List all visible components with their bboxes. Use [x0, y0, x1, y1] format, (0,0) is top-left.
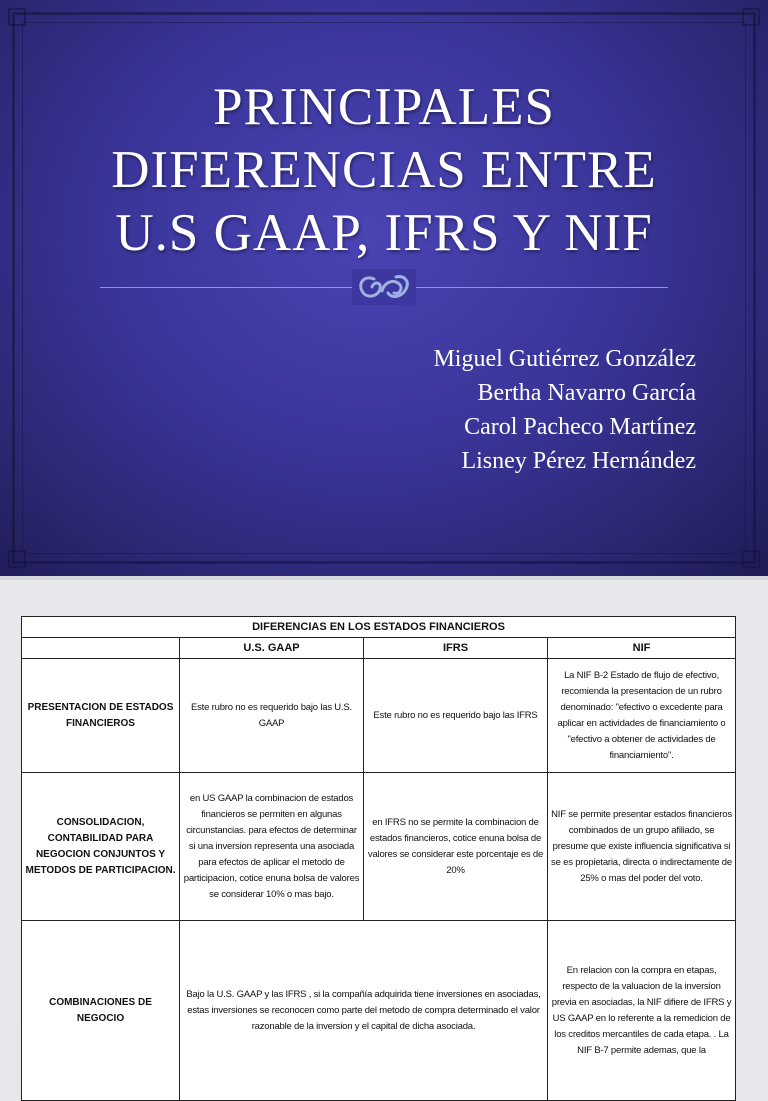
nif-cell: NIF se permite presentar estados financieros combinados de un grupo afiliado, se presume que existe influencia significativa si se es propietaria, directa o indirectamente de 25% o mas del poder del voto. — [548, 773, 736, 921]
frame-corner — [742, 550, 760, 568]
frame-corner — [742, 8, 760, 26]
table-row — [22, 659, 736, 773]
table-slide — [0, 576, 768, 1056]
nif-cell: En relacion con la compra en etapas, respecto de la valuacion de la inversion previa en asociadas, la NIF difiere de IFRS y US GAAP en lo referente a la remedicion de los creditos mercantiles de cada etapa. . La NIF B-7 permite ademas, que la — [548, 921, 736, 1101]
table-row — [22, 773, 736, 921]
differences-table — [21, 616, 736, 1101]
title-line: PRINCIPALES — [213, 78, 555, 136]
author-name: Carol Pacheco Martínez — [464, 414, 696, 440]
ifrs-cell: Este rubro no es requerido bajo las IFRS — [364, 659, 548, 773]
ifrs-cell: en IFRS no se permite la combinacion de estados financieros, cotice enuna bolsa de valores se considerar este porcentaje es de 20% — [364, 773, 548, 921]
table-row — [22, 921, 736, 1101]
row-label: CONSOLIDACION, CONTABILIDAD PARA NEGOCION CONJUNTOS Y METODOS DE PARTICIPACION. — [22, 773, 180, 921]
title-line: U.S GAAP, IFRS Y NIF — [115, 204, 653, 262]
frame-corner — [8, 550, 26, 568]
author-name: Lisney Pérez Hernández — [461, 448, 696, 474]
author-name: Miguel Gutiérrez González — [433, 346, 696, 372]
empty-header-cell — [22, 638, 180, 659]
usgaap-cell: Este rubro no es requerido bajo las U.S. GAAP — [180, 659, 364, 773]
flourish-ornament-icon — [352, 269, 416, 305]
authors-list — [433, 342, 696, 478]
nif-cell: La NIF B-2 Estado de flujo de efectivo, recomienda la presentacion de un rubro denominado: "efectivo o excedente para aplicar en actividades de financiamiento o "efectivo a obtener de actividades de financiamiento". — [548, 659, 736, 773]
usgaap-cell: en US GAAP la combinacion de estados financieros se permiten en algunas circunstancias. para efectos de determinar si una inversion representa una asociada para efectos de aplicar el metodo de participacion, cotice enuna bolsa de valores se considerar 10% o mas bajo. — [180, 773, 364, 921]
author-name: Bertha Navarro García — [477, 380, 696, 406]
slide-title — [40, 76, 728, 265]
title-line: DIFERENCIAS ENTRE — [111, 141, 657, 199]
frame-corner — [8, 8, 26, 26]
row-label: COMBINACIONES DE NEGOCIO — [22, 921, 180, 1101]
table-title: DIFERENCIAS EN LOS ESTADOS FINANCIEROS — [22, 617, 736, 638]
shared-usgaap-ifrs-cell: Bajo la U.S. GAAP y las IFRS , si la compañía adquirida tiene inversiones en asociadas, estas inversiones se reconocen como parte del metodo de compra determinado el valor razonable de la inversion y el capital de dicha asociada. — [180, 921, 548, 1101]
row-label: PRESENTACION DE ESTADOS FINANCIEROS — [22, 659, 180, 773]
column-header-usgaap: U.S. GAAP — [180, 638, 364, 659]
column-header-nif: NIF — [548, 638, 736, 659]
column-header-ifrs: IFRS — [364, 638, 548, 659]
